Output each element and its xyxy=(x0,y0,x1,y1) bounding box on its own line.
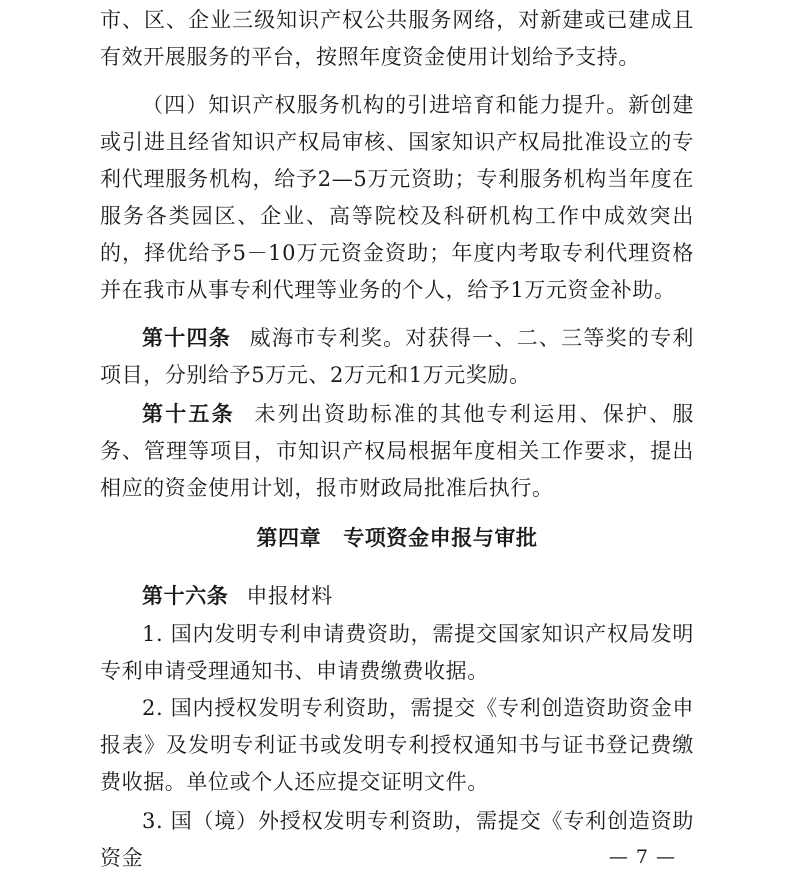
article-14 xyxy=(100,320,694,394)
article-15-text: 未列出资助标准的其他专利运用、保护、服务、管理等项目，市知识产权局根据年度相关工作要求，提出相应的资金使用计划，报市财政局批准后执行。 xyxy=(100,402,694,500)
chapter-heading xyxy=(100,520,694,557)
list-item-1: 1. 国内发明专利申请费资助，需提交国家知识产权局发明专利申请受理通知书、申请费缴费收据。 xyxy=(100,622,694,683)
paragraph-service-agencies: （四）知识产权服务机构的引进培育和能力提升。新创建或引进且经省知识产权局审核、国家知识产权局批准设立的专利代理服务机构，给予2—5万元资助；专利服务机构当年度在服务各类园区、企业、高等院校及科研机构工作中成效突出的，择优给予5－10万元资金资助；年度内考取专利代理资格并在我市从事专利代理等业务的个人，给予1万元资金补助。 xyxy=(100,93,694,302)
article-15-label: 第十五条 xyxy=(142,402,235,426)
paragraph-service-network: 市、区、企业三级知识产权公共服务网络，对新建或已建成且有效开展服务的平台，按照年度资金使用计划给予支持。 xyxy=(100,8,694,69)
article-15 xyxy=(100,396,694,507)
chapter-title: 专项资金申报与审批 xyxy=(343,526,538,550)
list-item-2: 2. 国内授权发明专利资助，需提交《专利创造资助资金申报表》及发明专利证书或发明专利授权通知书与证书登记费缴费收据。单位或个人还应提交证明文件。 xyxy=(100,696,694,794)
article-14-text: 威海市专利奖。对获得一、二、三等奖的专利项目，分别给予5万元、2万元和1万元奖励。 xyxy=(100,326,694,387)
article-16-heading xyxy=(100,578,694,615)
list-item-3: 3. 国（境）外授权发明专利资助，需提交《专利创造资助资金 xyxy=(100,809,694,870)
chapter-number: 第四章 xyxy=(256,526,322,550)
article-16-title: 申报材料 xyxy=(246,584,333,608)
page-number: — 7 — xyxy=(608,846,676,868)
article-14-label: 第十四条 xyxy=(142,326,231,350)
article-16-label: 第十六条 xyxy=(142,584,229,608)
